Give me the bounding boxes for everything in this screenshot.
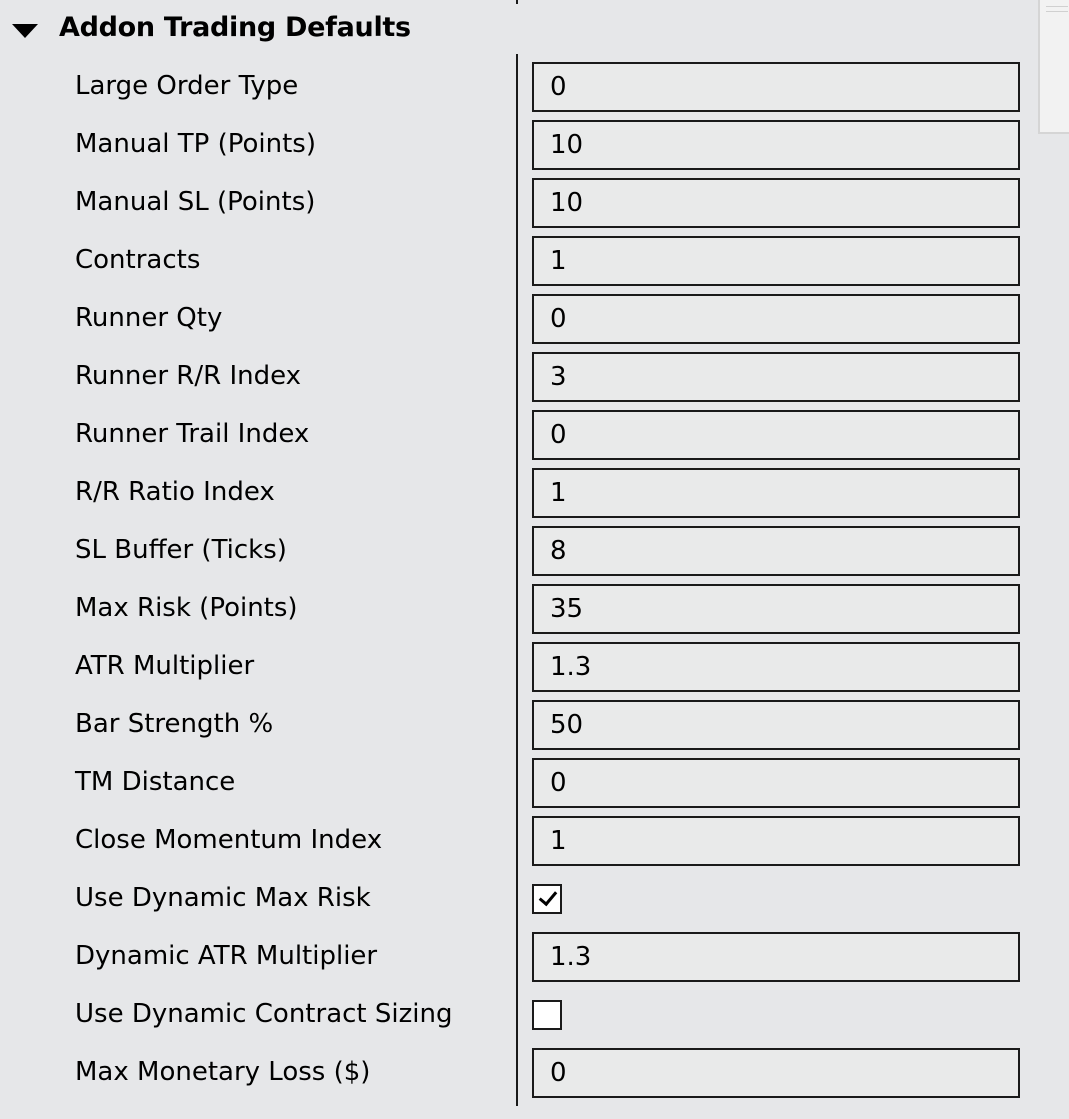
runner-trail-index-input[interactable] — [532, 410, 1020, 460]
property-row-manual-sl-points — [0, 174, 1030, 232]
property-label: Runner R/R Index — [75, 361, 302, 391]
property-label: Use Dynamic Contract Sizing — [75, 999, 453, 1029]
property-label: SL Buffer (Ticks) — [75, 535, 287, 565]
bar-strength-input[interactable] — [532, 700, 1020, 750]
property-label: TM Distance — [75, 767, 236, 797]
property-label: Max Risk (Points) — [75, 593, 298, 623]
use-dynamic-max-risk-checkbox[interactable] — [532, 884, 562, 914]
tm-distance-input[interactable] — [532, 758, 1020, 808]
property-row-max-risk-points — [0, 580, 1030, 638]
property-row-tm-distance — [0, 754, 1030, 812]
large-order-type-input[interactable] — [532, 62, 1020, 112]
property-row-manual-tp-points — [0, 116, 1030, 174]
property-row-runner-r-r-index — [0, 348, 1030, 406]
property-label: R/R Ratio Index — [75, 477, 275, 507]
max-monetary-loss-input[interactable] — [532, 1048, 1020, 1098]
property-row-atr-multiplier — [0, 638, 1030, 696]
property-row-use-dynamic-max-risk — [0, 870, 1030, 928]
scrollbar[interactable] — [1038, 0, 1069, 134]
property-label: Dynamic ATR Multiplier — [75, 941, 378, 971]
checkmark-icon — [539, 887, 558, 906]
property-row-runner-qty — [0, 290, 1030, 348]
property-label: Use Dynamic Max Risk — [75, 883, 371, 913]
property-label: ATR Multiplier — [75, 651, 255, 681]
triangle-down-icon[interactable] — [12, 24, 38, 38]
max-risk-points-input[interactable] — [532, 584, 1020, 634]
property-row-close-momentum-index — [0, 812, 1030, 870]
property-row-sl-buffer-ticks — [0, 522, 1030, 580]
manual-tp-points-input[interactable] — [532, 120, 1020, 170]
property-label: Manual SL (Points) — [75, 187, 316, 217]
runner-r-r-index-input[interactable] — [532, 352, 1020, 402]
contracts-input[interactable] — [532, 236, 1020, 286]
property-row-bar-strength — [0, 696, 1030, 754]
property-row-max-monetary-loss — [0, 1044, 1030, 1102]
property-grid — [0, 58, 1030, 1102]
property-row-dynamic-atr-multiplier — [0, 928, 1030, 986]
property-label: Manual TP (Points) — [75, 129, 316, 159]
scrollbar-grip-line — [1046, 6, 1068, 7]
property-label: Max Monetary Loss ($) — [75, 1057, 371, 1087]
property-label: Large Order Type — [75, 71, 299, 101]
property-label: Runner Trail Index — [75, 419, 310, 449]
r-r-ratio-index-input[interactable] — [532, 468, 1020, 518]
property-row-runner-trail-index — [0, 406, 1030, 464]
runner-qty-input[interactable] — [532, 294, 1020, 344]
property-label: Contracts — [75, 245, 201, 275]
property-row-use-dynamic-contract-sizing — [0, 986, 1030, 1044]
atr-multiplier-input[interactable] — [532, 642, 1020, 692]
use-dynamic-contract-sizing-checkbox[interactable] — [532, 1000, 562, 1030]
property-label: Runner Qty — [75, 303, 223, 333]
property-label: Bar Strength % — [75, 709, 274, 739]
property-row-contracts — [0, 232, 1030, 290]
sl-buffer-ticks-input[interactable] — [532, 526, 1020, 576]
property-row-r-r-ratio-index — [0, 464, 1030, 522]
section-header-addon-trading-defaults[interactable] — [0, 0, 1030, 58]
dynamic-atr-multiplier-input[interactable] — [532, 932, 1020, 982]
section-title: Addon Trading Defaults — [59, 12, 411, 43]
manual-sl-points-input[interactable] — [532, 178, 1020, 228]
property-row-large-order-type — [0, 58, 1030, 116]
property-label: Close Momentum Index — [75, 825, 383, 855]
scrollbar-grip-line — [1046, 11, 1068, 12]
close-momentum-index-input[interactable] — [532, 816, 1020, 866]
